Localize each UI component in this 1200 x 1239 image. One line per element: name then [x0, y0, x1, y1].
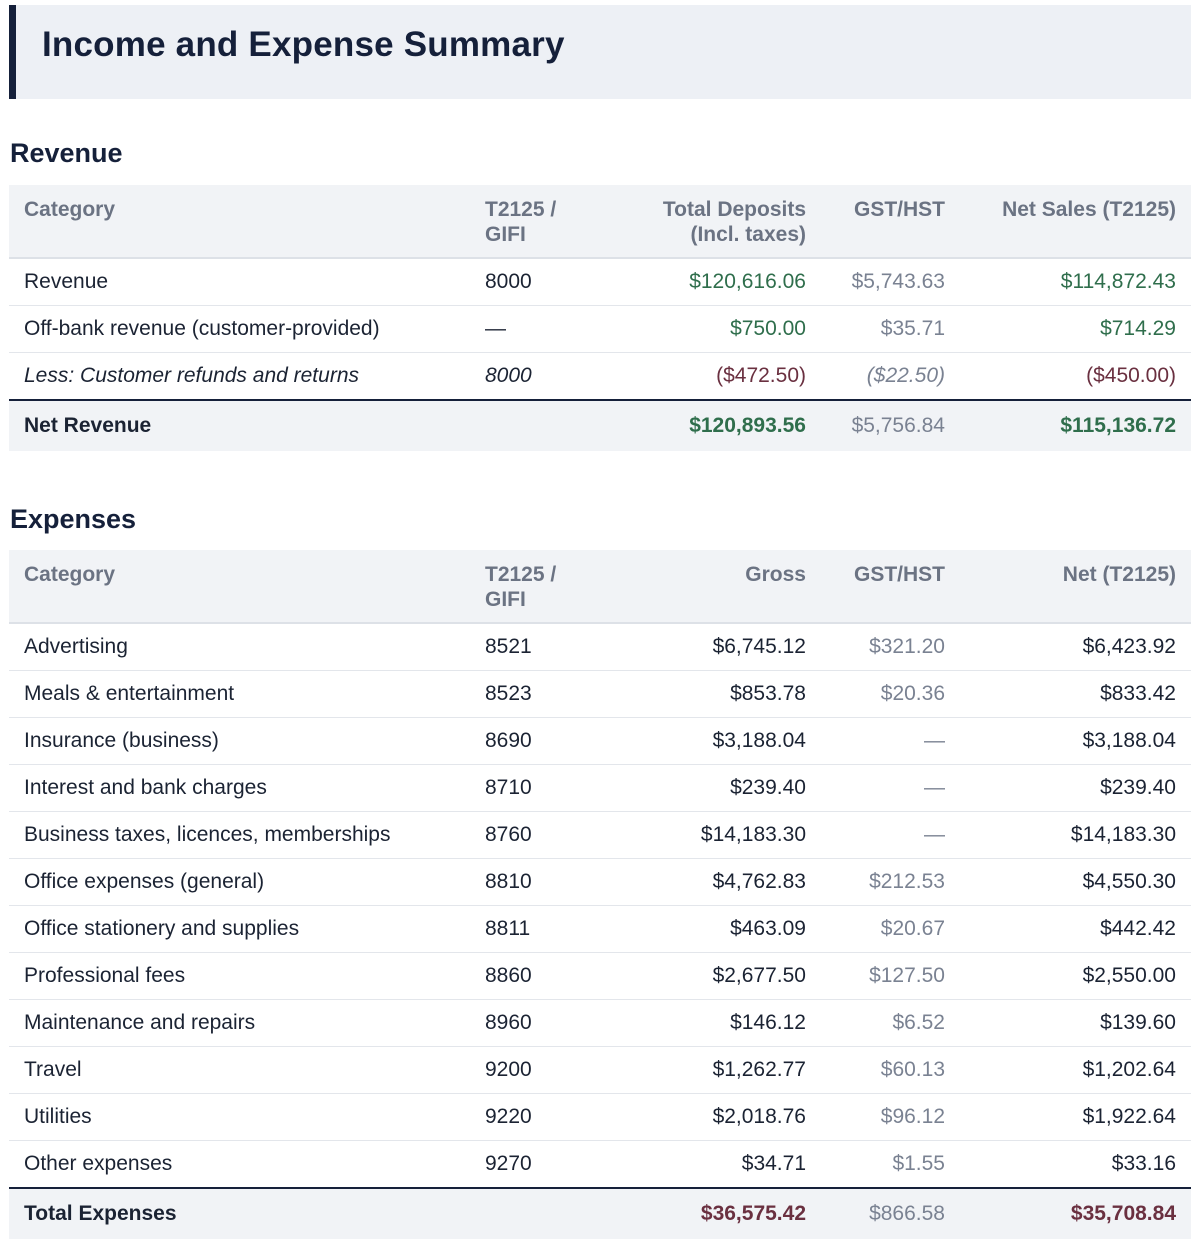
gross-cell: $239.40 [610, 765, 821, 812]
net-cell: $33.16 [960, 1141, 1191, 1189]
net-sales-cell: $114,872.43 [960, 258, 1191, 306]
revenue-heading: Revenue [10, 138, 123, 168]
gross-cell: $146.12 [610, 1000, 821, 1047]
net-cell: $442.42 [960, 906, 1191, 953]
table-row [9, 258, 1191, 306]
gross-cell: $6,745.12 [610, 623, 821, 671]
table-row [9, 1000, 1191, 1047]
code-cell [470, 400, 610, 451]
code-cell: 9200 [470, 1047, 610, 1094]
gst-cell: $212.53 [821, 859, 960, 906]
table-row [9, 306, 1191, 353]
code-cell: 9220 [470, 1094, 610, 1141]
code-cell: 8760 [470, 812, 610, 859]
table-row [9, 671, 1191, 718]
table-row [9, 353, 1191, 401]
net-cell: $6,423.92 [960, 623, 1191, 671]
table-row [9, 812, 1191, 859]
gross-cell: $463.09 [610, 906, 821, 953]
net-cell: $139.60 [960, 1000, 1191, 1047]
net-cell: $35,708.84 [960, 1188, 1191, 1239]
code-cell: 8860 [470, 953, 610, 1000]
net-sales-cell: ($450.00) [960, 353, 1191, 401]
gross-cell: $36,575.42 [610, 1188, 821, 1239]
category-cell: Interest and bank charges [9, 765, 470, 812]
total-expenses-row [9, 1188, 1191, 1239]
table-row [9, 718, 1191, 765]
code-cell: 8811 [470, 906, 610, 953]
gst-cell: — [821, 765, 960, 812]
column-header-net-sales: Net Sales (T2125) [960, 185, 1191, 258]
gst-cell: $96.12 [821, 1094, 960, 1141]
net-sales-cell: $115,136.72 [960, 400, 1191, 451]
gst-cell: $35.71 [821, 306, 960, 353]
category-cell: Less: Customer refunds and returns [9, 353, 470, 401]
total-deposits-cell: ($472.50) [610, 353, 821, 401]
revenue-table [9, 185, 1191, 451]
code-cell: 9270 [470, 1141, 610, 1189]
category-cell: Advertising [9, 623, 470, 671]
code-cell: 8523 [470, 671, 610, 718]
total-label: Total Expenses [9, 1188, 470, 1239]
expenses-header-row [9, 550, 1191, 623]
total-deposits-cell: $120,893.56 [610, 400, 821, 451]
gst-cell: — [821, 812, 960, 859]
gst-cell: $60.13 [821, 1047, 960, 1094]
gst-cell: $321.20 [821, 623, 960, 671]
gross-cell: $853.78 [610, 671, 821, 718]
category-cell: Travel [9, 1047, 470, 1094]
code-cell: — [470, 306, 610, 353]
table-row [9, 1141, 1191, 1189]
net-cell: $1,922.64 [960, 1094, 1191, 1141]
total-label: Net Revenue [9, 400, 470, 451]
net-revenue-row [9, 400, 1191, 451]
gst-cell: $20.36 [821, 671, 960, 718]
table-row [9, 1094, 1191, 1141]
category-cell: Insurance (business) [9, 718, 470, 765]
column-header-net: Net (T2125) [960, 550, 1191, 623]
gst-cell: $5,743.63 [821, 258, 960, 306]
gst-cell: — [821, 718, 960, 765]
gross-cell: $2,677.50 [610, 953, 821, 1000]
code-cell [470, 1188, 610, 1239]
category-cell: Utilities [9, 1094, 470, 1141]
column-header-gst: GST/HST [821, 185, 960, 258]
gst-cell: $127.50 [821, 953, 960, 1000]
category-cell: Professional fees [9, 953, 470, 1000]
total-deposits-cell: $120,616.06 [610, 258, 821, 306]
code-cell: 8810 [470, 859, 610, 906]
total-deposits-cell: $750.00 [610, 306, 821, 353]
expenses-table [9, 550, 1191, 1239]
gross-cell: $34.71 [610, 1141, 821, 1189]
page-title: Income and Expense Summary [42, 25, 565, 64]
net-cell: $239.40 [960, 765, 1191, 812]
code-cell: 8960 [470, 1000, 610, 1047]
gross-cell: $4,762.83 [610, 859, 821, 906]
column-header-gst: GST/HST [821, 550, 960, 623]
gst-cell: $866.58 [821, 1188, 960, 1239]
revenue-header-row [9, 185, 1191, 258]
category-cell: Business taxes, licences, memberships [9, 812, 470, 859]
code-cell: 8690 [470, 718, 610, 765]
net-cell: $4,550.30 [960, 859, 1191, 906]
category-cell: Office expenses (general) [9, 859, 470, 906]
column-header-category: Category [9, 185, 470, 258]
column-header-gross: Gross [610, 550, 821, 623]
code-cell: 8000 [470, 353, 610, 401]
page-header [9, 5, 1191, 99]
gross-cell: $2,018.76 [610, 1094, 821, 1141]
gross-cell: $1,262.77 [610, 1047, 821, 1094]
code-cell: 8000 [470, 258, 610, 306]
gross-cell: $14,183.30 [610, 812, 821, 859]
column-header-category: Category [9, 550, 470, 623]
category-cell: Off-bank revenue (customer-provided) [9, 306, 470, 353]
gross-cell: $3,188.04 [610, 718, 821, 765]
code-cell: 8521 [470, 623, 610, 671]
table-row [9, 859, 1191, 906]
net-cell: $14,183.30 [960, 812, 1191, 859]
category-cell: Other expenses [9, 1141, 470, 1189]
expenses-heading: Expenses [10, 504, 137, 534]
category-cell: Revenue [9, 258, 470, 306]
category-cell: Office stationery and supplies [9, 906, 470, 953]
table-row [9, 906, 1191, 953]
table-row [9, 623, 1191, 671]
column-header-code: T2125 / GIFI [470, 550, 610, 623]
table-row [9, 1047, 1191, 1094]
code-cell: 8710 [470, 765, 610, 812]
gst-cell: $1.55 [821, 1141, 960, 1189]
gst-cell: ($22.50) [821, 353, 960, 401]
net-cell: $2,550.00 [960, 953, 1191, 1000]
net-cell: $833.42 [960, 671, 1191, 718]
net-cell: $1,202.64 [960, 1047, 1191, 1094]
table-row [9, 765, 1191, 812]
net-cell: $3,188.04 [960, 718, 1191, 765]
table-row [9, 953, 1191, 1000]
gst-cell: $6.52 [821, 1000, 960, 1047]
gst-cell: $5,756.84 [821, 400, 960, 451]
column-header-total-deposits: Total Deposits (Incl. taxes) [610, 185, 821, 258]
gst-cell: $20.67 [821, 906, 960, 953]
net-sales-cell: $714.29 [960, 306, 1191, 353]
category-cell: Maintenance and repairs [9, 1000, 470, 1047]
category-cell: Meals & entertainment [9, 671, 470, 718]
column-header-code: T2125 / GIFI [470, 185, 610, 258]
